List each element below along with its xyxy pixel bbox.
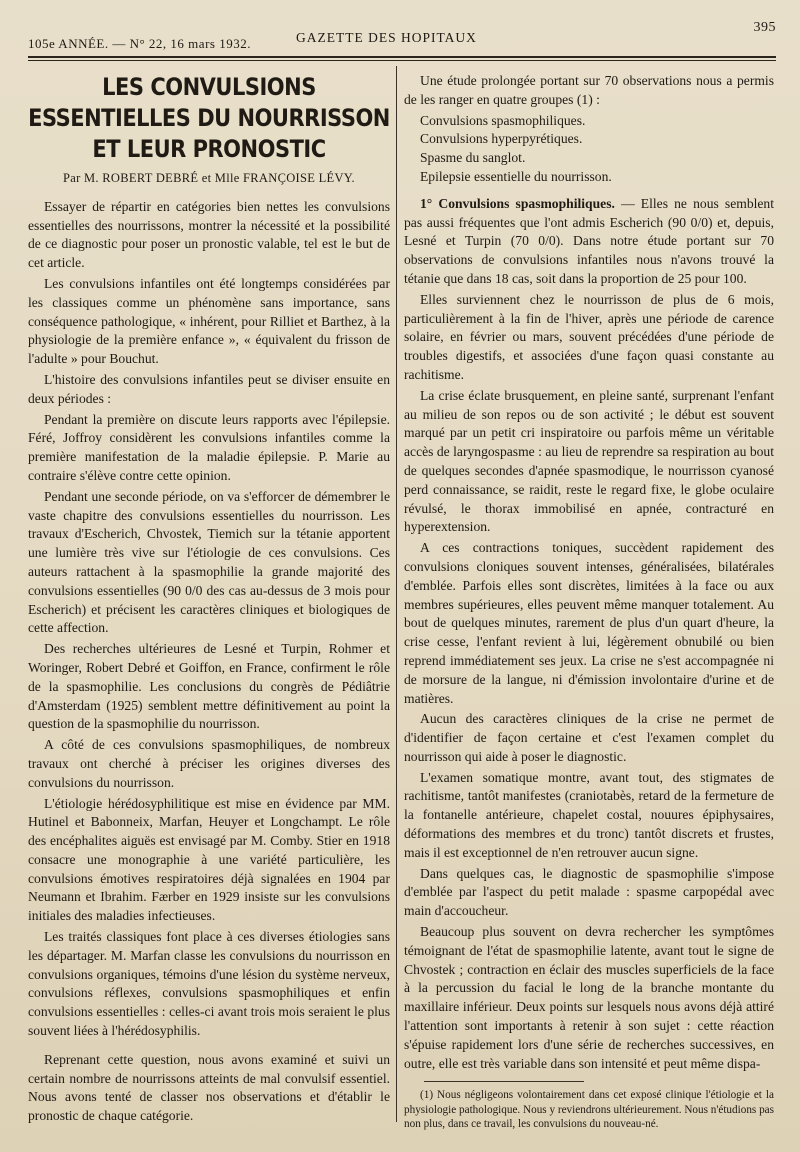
header-rule-thin	[28, 60, 776, 61]
list-item: Epilepsie essentielle du nourrisson.	[420, 168, 612, 184]
paragraph: Pendant la première on discute leurs rapports avec l'épilepsie. Féré, Joffroy considèrent les convulsions infantiles comme la première manifestation de la maladie épilepsie. P. Marie au contraire s'élève contre cette opinion.	[28, 411, 390, 483]
page-number: 395	[753, 20, 776, 35]
column-divider	[396, 66, 397, 1122]
paragraph: Aucun des caractères cliniques de la crise ne permet de d'identifier de façon certaine et c'est l'examen complet du nourrisson qui aide à poser le diagnostic.	[404, 711, 774, 764]
footnote: (1) Nous négligeons volontairement dans cet exposé clinique l'étiologie et la physiologie pathologique. Nous y reviendrons ultérieurement. Nous n'étudions pas non plus, dans ce travail, les convulsions du nouveau-né.	[404, 1089, 774, 1131]
section-heading: 1° Convulsions spasmophiliques.	[420, 195, 615, 211]
paragraph: L'histoire des convulsions infantiles peut se diviser ensuite en deux périodes :	[28, 371, 390, 406]
spacer	[28, 1041, 390, 1051]
paragraph: A ces contractions toniques, succèdent rapidement des convulsions cloniques souvent intenses, généralisées, bilatérales d'emblée. Parfois elles sont discrètes, limitées à la face ou aux membres supérieures, elles peuvent même manquer totalement. Au bout de quelques minutes, rarement de plus d'un quart d'heure, la crise cesse, l'enfant revient à lui, légèrement obnubilé ou bien reprend immédiatement ses jeux. La crise ne s'est accompagnée ni de morsure de la langue, ni d'émission involontaire d'urine et de matières.	[404, 540, 774, 706]
paragraph: Elles surviennent chez le nourrisson de plus de 6 mois, particulièrement à la fin de l'hiver, après une période de carence solaire, en février ou mars, souvent précédées d'une période de troubles digestifs, et associées d'une façon quasi constante au rachitisme.	[404, 291, 774, 382]
paragraph: Les convulsions infantiles ont été longtemps considérées par les classiques comme un phénomène sans importance, sans conséquence pathologique, « inhérent, pour Rilliet et Barthez, à la physiologie de la première enfance », « équivalent du frisson de l'adulte » pour Bouchut.	[28, 275, 390, 367]
paragraph: Pendant une seconde période, on va s'efforcer de démembrer le vaste chapitre des convulsions essentielles du nourrisson. Les travaux d'Escherich, Chvostek, Tiemich sur la tétanie apportent une lumière très vive sur l'étiologie de ces convulsions. Ces auteurs rattachent à la spasmophilie la grande majorité des convulsions essentielles (90 0/0 des cas au-dessus de 3 mois pour Escherich) et précisent les caractères cliniques et biologiques de cette affection.	[28, 488, 390, 636]
group-list	[420, 112, 774, 187]
paragraph: Des recherches ultérieures de Lesné et Turpin, Rohmer et Woringer, Robert Debré et Goiffon, en France, confirment le rôle de la spasmophilie. Les conclusions du congrès de Pédiâtrie d'Amsterdam (1925) semblent mettre définitivement au point la question de la spasmophilie du nourrisson.	[28, 641, 390, 732]
paragraph: Dans quelques cas, le diagnostic de spasmophilie s'impose d'emblée par l'aspect du petit malade : spasme carpopédal avec main d'accoucheur.	[404, 865, 774, 919]
intro-paragraph: Une étude prolongée portant sur 70 observations nous a permis de les ranger en quatre groupes (1) :	[404, 73, 774, 107]
byline: Par M. ROBERT DEBRÉ et Mlle FRANÇOISE LÉVY.	[63, 171, 355, 185]
header-rule	[28, 56, 776, 58]
article-title	[28, 72, 390, 165]
paragraph: Reprenant cette question, nous avons examiné et suivi un certain nombre de nourrissons atteints de mal convulsif essentiel. Nous avons tenté de classer nos observations et d'établir le pronostic de chaque catégorie.	[28, 1051, 390, 1124]
left-column	[28, 72, 390, 1126]
title-line-1: LES CONVULSIONS ESSENTIELLES DU NOURRISSON	[28, 73, 390, 132]
list-item: Convulsions hyperpyrétiques.	[420, 131, 583, 147]
paragraph: Essayer de répartir en catégories bien nettes les convulsions essentielles des nourrissons, montrer la nécessité et la possibilité de ce diagnostic pour poser un pronostic valable, tel est le but de cet article.	[28, 198, 390, 271]
right-column	[404, 72, 774, 1132]
title-line-2: ET LEUR PRONOSTIC	[92, 135, 326, 163]
paragraph: Beaucoup plus souvent on devra rechercher les symptômes témoignant de l'état de spasmophilie latente, avant tout le signe de Chvostek ; contraction en éclair des muscles superficiels de la face à la percussion du facial le long de la branche montante du maxillaire inférieur. Deux points sur lesquels nous avons déjà attiré l'attention sont importants à retenir à son sujet : cette réaction s'épuise rapidement lors d'une série de recherches successives, en outre, elle est très variable dans son intensité et peut même dispa-	[404, 924, 774, 1071]
paragraph: L'examen somatique montre, avant tout, des stigmates de rachitisme, tantôt manifestes (craniotabès, retard de la fermeture de la fontanelle antérieure, chapelet costal, nouures épiphysaires, déformations des membres et du tronc) tantôt discrets et frustes, mais il est exceptionnel de n'en retrouver aucun signe.	[404, 769, 774, 860]
paragraph: Les traités classiques font place à ces diverses étiologies sans les départager. M. Marfan classe les convulsions du nourrisson en convulsions organiques, témoins d'une lésion du système nerveux, convulsions réflexes, convulsions spasmophiliques et enfin convulsions essentielles : celles-ci avant trois mois seraient le plus souvent liées à l'hérédosyphilis.	[28, 929, 390, 1039]
paragraph: La crise éclate brusquement, en pleine santé, surprenant l'enfant au milieu de son repos ou de son activité ; le début est souvent marqué par un petit cri inspiratoire ou parfois même un véritable accès de laryngospasme : au lieu de reprendre sa respiration au bout de quelques secondes d'apnée spasmodique, le nourrisson cyanosé perd connaissance, se raidit, reste le regard fixe, le globe oculaire révulsé, le thorax immobilisé en apnée, contracturé en hyperextension.	[404, 387, 774, 535]
page-header	[28, 20, 776, 56]
paragraph: L'étiologie hérédosyphilitique est mise en évidence par MM. Hutinel et Babonneix, Marfan, Heuyer et Longchampt. Le rôle des encéphalites aiguës est envisagé par M. Comby. Stier en 1918 consacre une monographie à une variété particulière, les convulsions émotives respiratoires déjà signalées en 1904 par Neumann et Ibrahim. Færber en 1929 insiste sur les convulsions initiales des maladies infectieuses.	[28, 795, 390, 924]
journal-title: GAZETTE DES HOPITAUX	[296, 30, 477, 45]
list-item: Convulsions spasmophiliques.	[420, 112, 586, 128]
footnote-rule	[424, 1081, 584, 1082]
paragraph: A côté de ces convulsions spasmophiliques, de nombreux travaux ont cherché à préciser les origines diverses des convulsions du nourrisson.	[28, 737, 390, 790]
section-text: — Elles ne nous semblent pas aussi fréquentes que l'ont admis Escherich (90 0/0) et, depuis, Lesné et Turpin (70 0/0). Dans notre étude portant sur 70 observations de convulsions infantiles nous n'avons trouvé la tétanie que dans 18 cas, soit dans la proportion de 25 pour 100.	[404, 195, 775, 286]
list-item: Spasme du sanglot.	[420, 150, 526, 166]
section-paragraph	[404, 195, 774, 289]
issue-info: 105e ANNÉE. — N° 22, 16 mars 1932.	[28, 36, 251, 51]
